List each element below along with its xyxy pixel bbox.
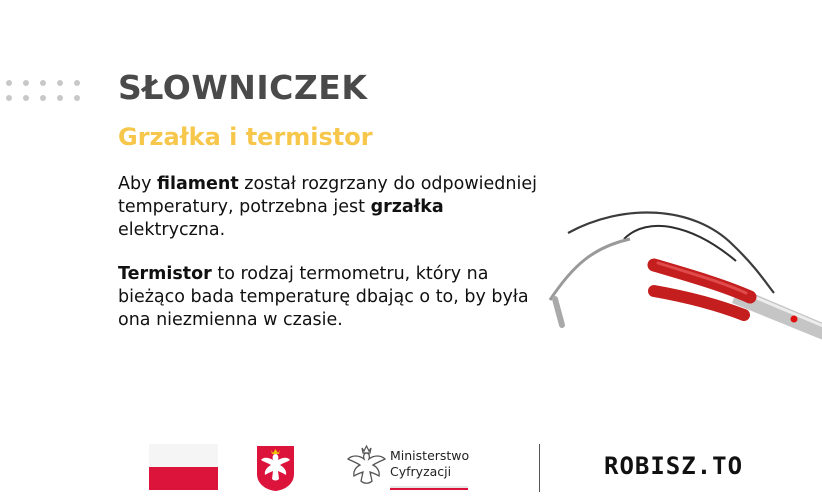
footer-divider — [539, 444, 540, 492]
term-heater: grzałka — [370, 197, 444, 217]
polish-emblem-icon — [255, 444, 296, 492]
page-subtitle: Grzałka i termistor — [118, 123, 373, 151]
page-title: SŁOWNICZEK — [118, 68, 368, 107]
robisz-to-logo: ROBISZ.TO — [604, 452, 744, 480]
term-thermistor: Termistor — [118, 264, 212, 284]
term-filament: filament — [157, 174, 239, 194]
paragraph-heater: Aby filament został rozgrzany do odpowiedniej temperatury, potrzebna jest grzałka elektryczna. — [118, 174, 537, 240]
polish-flag — [149, 444, 218, 490]
heater-thermistor-image — [528, 205, 822, 340]
ministry-flag-bar — [390, 486, 468, 490]
ministry-label: Ministerstwo Cyfryzacji — [390, 448, 470, 479]
paragraph-thermistor: Termistor to rodzaj termometru, który na bieżąco bada temperaturę dbając o to, by była ona niezmienna w czasie. — [118, 264, 529, 330]
ministry-eagle-icon — [345, 443, 388, 489]
